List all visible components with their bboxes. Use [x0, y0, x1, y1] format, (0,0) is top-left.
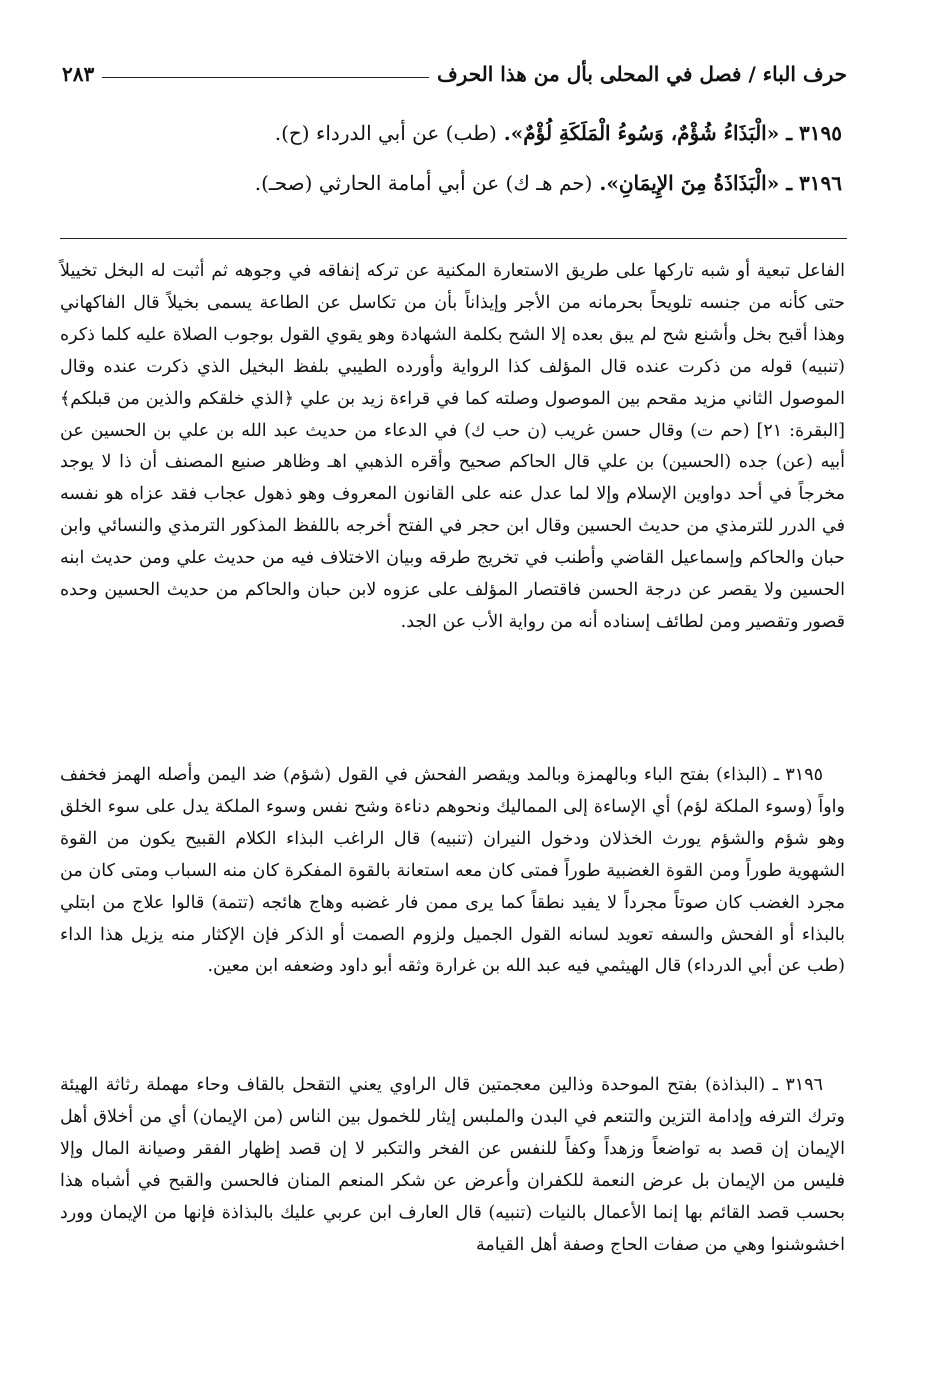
commentary-3195 [60, 760, 845, 983]
commentary-paragraph: ٣١٩٥ ـ (البذاء) بفتح الباء وبالهمزة وبالمد ويقصر الفحش في القول (شؤم) ضد اليمن وأصله الهمز فخفف واواً (وسوء الملكة لؤم) أي الإساءة إلى المماليك ونحوهم دناءة وشح نفس وسوء الملكة يدل على سوء الخلق وهو شؤم والشؤم يورث الخذلان ودخول النيران (تنبيه) قال الراغب البذاء الكلام القبيح يكون من القوة الشهوية طوراً ومن القوة الغضبية طوراً فمتى كان معه استعانة بالقوة المفكرة كان منه السباب ومتى كان من مجرد الغضب كان صوتاً مجرداً لا يفيد نطقاً كما يرى ممن فار غضبه وهاج هائجه (تتمة) قالوا علاج من ابتلي بالبذاء أو الفحش والسفه تعويد لسانه القول الجميل ولزوم الصمت أو الذكر فإن الإكثار منه يزيل هذا الداء (طب عن أبي الدرداء) قال الهيثمي فيه عبد الله بن غرارة وثقه أبو داود وضعفه ابن معين. [60, 765, 845, 977]
commentary-3196 [60, 1070, 845, 1261]
hadith-3195: ٣١٩٥ ـ «الْبَذَاءُ شُؤْمٌ، وَسُوءُ الْمَلَكَةِ لُؤْمٌ». (طب) عن أبي الدرداء (ح). [274, 121, 842, 145]
running-header [62, 52, 847, 86]
hadith-text: «الْبَذَاءُ شُؤْمٌ، وَسُوءُ الْمَلَكَةِ لُؤْمٌ». [503, 121, 780, 145]
page-number: ٢٨٣ [62, 62, 95, 86]
hadith-number: ٣١٩٦ [799, 171, 842, 195]
section-divider [60, 238, 847, 239]
commentary-paragraph: الفاعل تبعية أو شبه تاركها على طريق الاستعارة المكنية عن تركه إنفاقه في وجوهه ثم أثبت له البخل تخييلاً حتى كأنه من جنسه تلويحاً بحرمانه من الأجر وإيذاناً بأن من تكاسل عن الطاعة يسمى بخيلاً قال الفاكهاني وهذا أقبح بخل وأشنع شح لم يبق بعده إلا الشح بكلمة الشهادة وهو يقوي القول بوجوب الصلاة عليه كلما ذكره (تنبيه) قوله من ذكرت عنده قال المؤلف كذا الرواية وأورده الطيبي بلفظ البخيل الذي ذكرت عنده وقال الموصول الثاني مزيد مقحم بين الموصول وصلته كما في قراءة زيد بن علي ﴿الذي خلقكم والذين من قبلكم﴾ [البقرة: ٢١] (حم ت) وقال حسن غريب (ن حب ك) في الدعاء من حديث عبد الله بن علي بن الحسين عن أبيه (عن) جده (الحسين) بن علي قال الحاكم صحيح وأقره الذهبي اهـ وظاهر صنيع المصنف أن ذا لا يوجد مخرجاً في أحد دواوين الإسلام وإلا لما عدل عنه على القانون المعروف وهو ذهول عجاب فقد عزاه هو نفسه في الدرر للترمذي من حديث الحسين وقال ابن حجر في الفتح أخرجه باللفظ المذكور الترمذي والنسائي وابن حبان والحاكم وإسماعيل القاضي وأطنب في تخريج طرقه وبيان الاختلاف فيه من حديث علي ومن حديث ابنه الحسين ولا يقصر عن درجة الحسن فاقتصار المؤلف على عزوه لابن حبان والحاكم من حديث الحسين وحده قصور وتقصير ومن لطائف إسناده أنه من رواية الأب عن الجد. [60, 261, 845, 632]
commentary-paragraph: ٣١٩٦ ـ (البذاذة) بفتح الموحدة وذالين معجمتين قال الراوي يعني التقحل بالقاف وحاء مهملة رثاثة الهيئة وترك الترفه وإدامة التزين والتنعم في البدن والملبس إيثار للخمول بين الناس (من الإيمان) أي من أخلاق أهل الإيمان إن قصد به تواضعاً وزهداً وكفاً للنفس عن الفخر والتكبر لا إن قصد إظهار الفقر وصيانة المال وإلا فليس من الإيمان بل عرض النعمة للكفران وأعرض عن شكر المنعم المنان فالحسن والقبح في أشباه هذا بحسب قصد القائم بها إنما الأعمال بالنيات (تنبيه) قال العارف ابن عربي عليك بالبذاذة فإنها من الإيمان وورد اخشوشنوا وهي من صفات الحاج وصفة أهل القيامة [60, 1075, 845, 1255]
hadith-number: ٣١٩٥ [799, 121, 842, 145]
commentary-continuation [60, 256, 845, 639]
header-rule [102, 77, 429, 78]
hadith-source: (حم هـ ك) عن أبي أمامة الحارثي (صحـ). [254, 171, 593, 195]
hadith-source: (طب) عن أبي الدرداء (ح). [274, 121, 497, 145]
hadith-3196: ٣١٩٦ ـ «الْبَذَاذَةُ مِنَ الإِيمَانِ». (حم هـ ك) عن أبي أمامة الحارثي (صحـ). [254, 171, 842, 195]
hadith-text: «الْبَذَاذَةُ مِنَ الإِيمَانِ». [599, 171, 780, 195]
header-title: حرف الباء / فصل في المحلى بأل من هذا الحرف [436, 62, 847, 86]
